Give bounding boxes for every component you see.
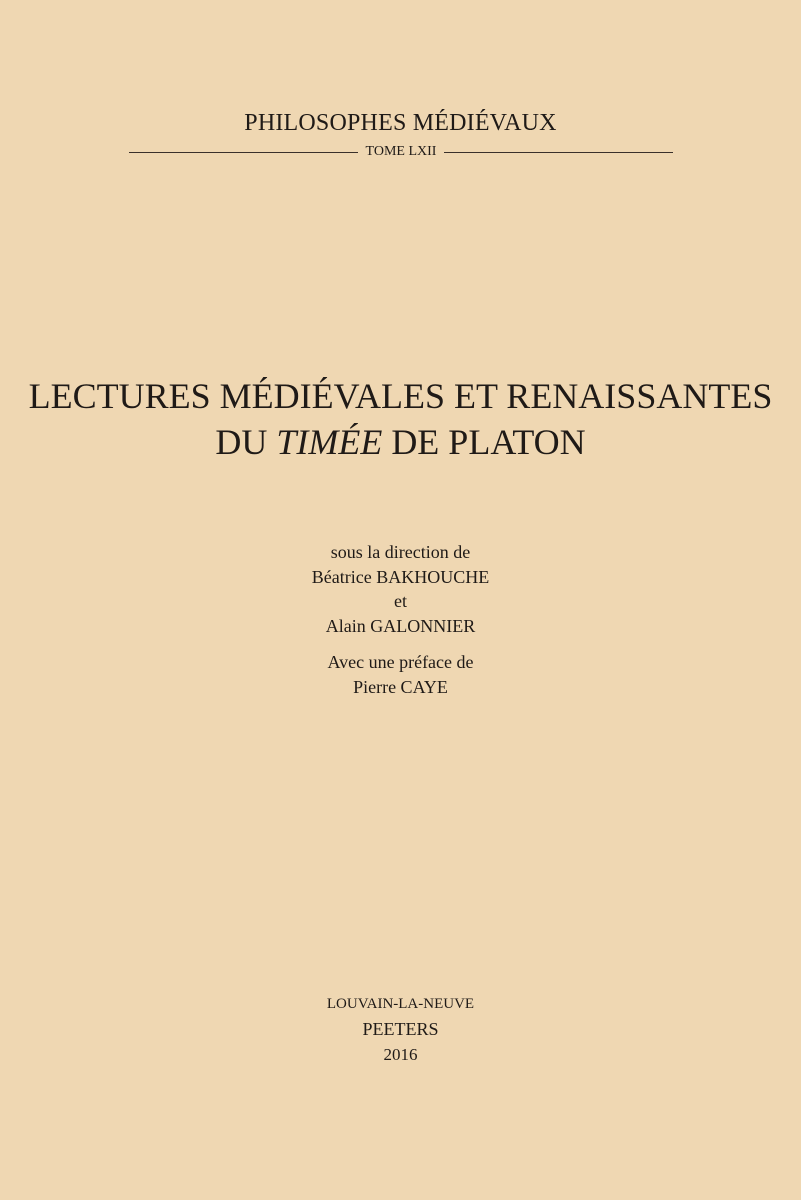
title-line-2-prefix: DU (215, 422, 277, 462)
series-volume: TOME LXII (365, 144, 437, 159)
right-rule-divider (444, 152, 673, 153)
imprint-block (0, 992, 801, 1067)
title-line-2 (0, 419, 801, 465)
editors-block (0, 540, 801, 638)
editor-2: Alain GALONNIER (325, 615, 476, 636)
editors-conjunction: et (394, 591, 407, 611)
book-title (0, 373, 801, 465)
imprint-year: 2016 (383, 1045, 418, 1064)
title-italic-word: TIMÉE (276, 422, 383, 462)
preface-block (0, 650, 801, 699)
left-rule-divider (129, 152, 358, 153)
imprint-publisher: PEETERS (362, 1019, 439, 1039)
editors-intro: sous la direction de (330, 542, 471, 562)
series-name: PHILOSOPHES MÉDIÉVAUX (244, 110, 557, 136)
series-volume-row (129, 140, 673, 164)
preface-intro: Avec une préface de (327, 652, 474, 672)
imprint-city: LOUVAIN-LA-NEUVE (326, 996, 475, 1012)
title-line-2-suffix: DE PLATON (382, 422, 586, 462)
preface-author: Pierre CAYE (353, 676, 448, 697)
editor-1: Béatrice BAKHOUCHE (311, 566, 490, 587)
title-line-1: LECTURES MÉDIÉVALES ET RENAISSANTES (28, 376, 773, 416)
